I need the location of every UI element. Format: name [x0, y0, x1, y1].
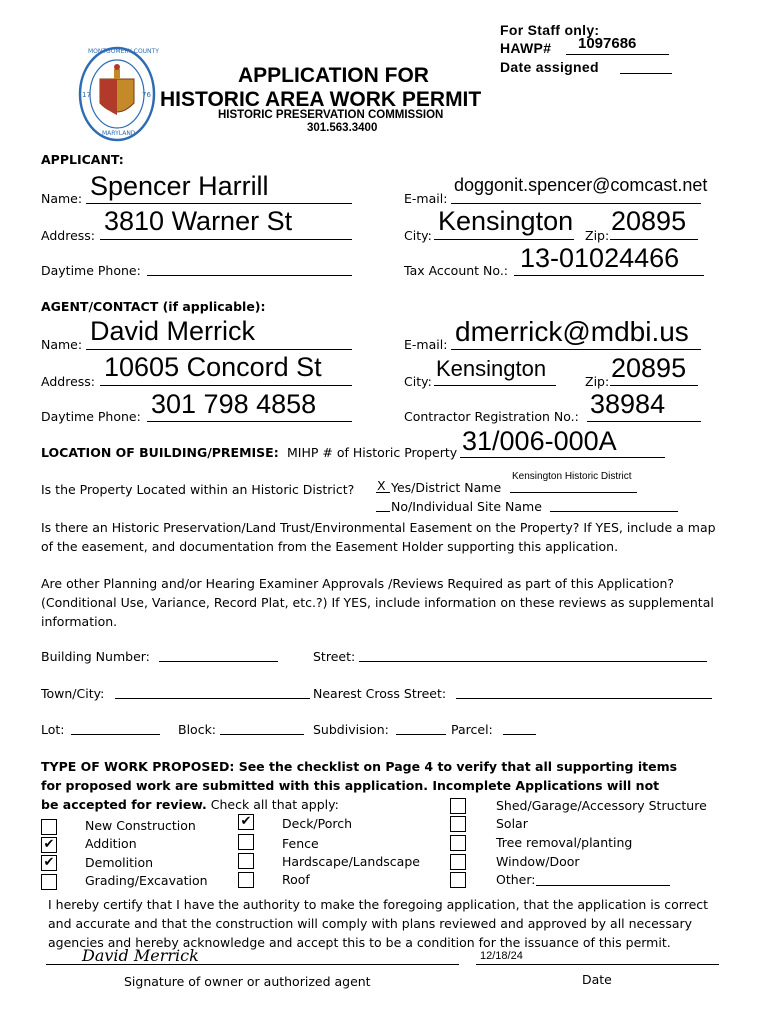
contractor-value[interactable]: 38984 [590, 389, 666, 419]
checkbox-hardscape[interactable] [238, 853, 254, 869]
parcel-line [503, 734, 536, 735]
seal-year-right: 76 [142, 91, 151, 99]
lot-label: Lot: [41, 722, 65, 737]
signature-value[interactable]: David Merrick [82, 946, 199, 965]
date-line [476, 964, 719, 965]
block-label: Block: [178, 722, 217, 737]
agent-heading: AGENT/CONTACT (if applicable): [41, 299, 266, 314]
agent-name-value[interactable]: David Merrick [90, 316, 256, 346]
applicant-email-value[interactable]: doggonit.spencer@comcast.net [454, 175, 708, 195]
label-fence: Fence [282, 836, 319, 851]
town-line [115, 698, 310, 699]
easement-question: Is there an Historic Preservation/Land Trust/Environmental Easement on the Property? If YES, include a map of the easement, and documentation from the Easement Holder supporting this application. [41, 520, 716, 554]
approvals-question: Are other Planning and/or Hearing Examiner Approvals /Reviews Required as part of this Application? (Conditional Use, Variance, Record Plat, etc.?) If YES, include information on these reviews as supplemental information. [41, 576, 714, 629]
district-yes-blank [376, 492, 390, 493]
parcel-label: Parcel: [451, 722, 493, 737]
site-name-line [550, 511, 678, 512]
district-name-value[interactable]: Kensington Historic District [512, 471, 632, 482]
applicant-name-line [86, 203, 352, 204]
title-line-2: HISTORIC AREA WORK PERMIT [160, 88, 482, 111]
mihp-value[interactable]: 31/006-000A [462, 426, 617, 456]
applicant-address-label: Address: [41, 228, 95, 243]
district-name-line [510, 492, 637, 493]
signature-line [46, 964, 459, 965]
subdivision-label: Subdivision: [313, 722, 389, 737]
agent-phone-label: Daytime Phone: [41, 409, 141, 424]
agent-name-label: Name: [41, 337, 83, 352]
applicant-address-line [100, 239, 352, 240]
applicant-name-value[interactable]: Spencer Harrill [90, 171, 269, 201]
agent-name-line [86, 349, 352, 350]
work-heading-line-1: TYPE OF WORK PROPOSED: See the checklist on Page 4 to verify that all supporting items [41, 759, 678, 774]
building-number-line [159, 661, 278, 662]
applicant-address-value[interactable]: 3810 Warner St [104, 206, 293, 236]
label-other: Other: [496, 872, 536, 887]
checkbox-deck-porch[interactable]: ✔ [238, 814, 254, 830]
hawp-line [566, 54, 669, 55]
agent-zip-label: Zip: [585, 374, 610, 389]
contractor-line [587, 421, 701, 422]
subdivision-line [396, 734, 446, 735]
staff-only-label: For Staff only: [500, 22, 600, 38]
block-line [220, 734, 304, 735]
applicant-email-label: E-mail: [404, 191, 448, 206]
district-yes-label: Yes/District Name [391, 480, 502, 495]
applicant-city-line [434, 239, 574, 240]
label-solar: Solar [496, 816, 528, 831]
checkbox-other[interactable] [450, 872, 466, 888]
work-heading-line-3 [41, 797, 339, 812]
agent-city-label: City: [404, 374, 432, 389]
lot-line [71, 734, 160, 735]
applicant-zip-line [610, 239, 698, 240]
hawp-label: HAWP# [500, 40, 552, 56]
commission-name: HISTORIC PRESERVATION COMMISSION [218, 109, 444, 121]
agent-city-value[interactable]: Kensington [436, 356, 547, 381]
applicant-phone-label: Daytime Phone: [41, 263, 141, 278]
label-demolition: Demolition [85, 855, 154, 870]
checkbox-grading[interactable] [41, 874, 57, 890]
district-no-blank [376, 511, 390, 512]
date-label: Date [582, 972, 612, 987]
certification-text: I hereby certify that I have the authority to make the foregoing application, that the application is correct and accurate and that the construction will comply with plans reviewed and approved by all necessary agencies and hereby acknowledge and accept this to be a condition for the issuance of this permit. [48, 897, 709, 950]
district-no-label: No/Individual Site Name [391, 499, 542, 514]
mihp-label: MIHP # of Historic Property [287, 445, 458, 460]
agent-city-line [434, 385, 556, 386]
other-line [536, 885, 670, 886]
agent-zip-line [610, 385, 698, 386]
label-grading: Grading/Excavation [85, 873, 208, 888]
applicant-city-label: City: [404, 228, 432, 243]
agent-email-label: E-mail: [404, 337, 448, 352]
mihp-line [460, 457, 665, 458]
label-roof: Roof [282, 872, 310, 887]
applicant-tax-label: Tax Account No.: [404, 263, 509, 278]
applicant-zip-value[interactable]: 20895 [611, 206, 687, 236]
agent-email-value[interactable]: dmerrick@mdbi.us [455, 316, 689, 347]
checkbox-tree[interactable] [450, 835, 466, 851]
checkbox-solar[interactable] [450, 816, 466, 832]
work-heading-line-2: for proposed work are submitted with this application. Incomplete Applications will not [41, 778, 660, 793]
seal-text-top: MONTGOMERY COUNTY [88, 48, 159, 55]
agent-phone-line [147, 421, 352, 422]
label-shed: Shed/Garage/Accessory Structure [496, 798, 707, 813]
applicant-zip-label: Zip: [585, 228, 610, 243]
applicant-email-line [451, 203, 701, 204]
street-line [359, 661, 707, 662]
work-heading-rest: Check all that apply: [206, 797, 339, 812]
checkbox-window-door[interactable] [450, 854, 466, 870]
checkbox-demolition[interactable]: ✔ [41, 855, 57, 871]
checkbox-new-construction[interactable] [41, 819, 57, 835]
hawp-number: 1097686 [578, 35, 637, 52]
date-assigned-label: Date assigned [500, 59, 599, 75]
district-question: Is the Property Located within an Historic District? [41, 482, 355, 497]
location-heading: LOCATION OF BUILDING/PREMISE: [41, 445, 279, 460]
label-deck-porch: Deck/Porch [282, 816, 353, 831]
work-heading-bold: be accepted for review. [41, 797, 207, 812]
signature-label: Signature of owner or authorized agent [124, 974, 371, 989]
building-number-label: Building Number: [41, 649, 150, 664]
agent-phone-value[interactable]: 301 798 4858 [151, 389, 317, 419]
commission-phone: 301.563.3400 [307, 122, 378, 134]
county-seal [78, 45, 159, 143]
agent-email-line [451, 349, 701, 350]
checkbox-shed[interactable] [450, 798, 466, 814]
label-tree: Tree removal/planting [496, 835, 633, 850]
title-line-1: APPLICATION FOR [238, 64, 429, 87]
agent-address-value[interactable]: 10605 Concord St [104, 352, 322, 382]
applicant-heading: APPLICANT: [41, 152, 124, 167]
applicant-tax-line [514, 275, 704, 276]
label-hardscape: Hardscape/Landscape [282, 854, 420, 869]
applicant-tax-value[interactable]: 13-01024466 [520, 243, 680, 273]
checkbox-roof[interactable] [238, 872, 254, 888]
applicant-name-label: Name: [41, 191, 83, 206]
cross-street-label: Nearest Cross Street: [313, 686, 447, 701]
date-value[interactable]: 12/18/24 [480, 950, 523, 962]
applicant-phone-line [147, 275, 352, 276]
agent-address-label: Address: [41, 374, 95, 389]
applicant-city-value[interactable]: Kensington [438, 206, 574, 236]
date-assigned-line [620, 73, 672, 74]
town-label: Town/City: [41, 686, 105, 701]
label-window-door: Window/Door [496, 854, 580, 869]
agent-address-line [100, 385, 352, 386]
label-addition: Addition [85, 836, 137, 851]
seal-year-left: 17 [82, 91, 91, 99]
street-label: Street: [313, 649, 356, 664]
label-new-construction: New Construction [85, 818, 196, 833]
contractor-label: Contractor Registration No.: [404, 409, 579, 424]
agent-zip-value[interactable]: 20895 [611, 353, 687, 383]
checkbox-fence[interactable] [238, 834, 254, 850]
seal-text-bottom: MARYLAND [102, 130, 136, 137]
district-yes-mark[interactable]: X [377, 478, 386, 493]
cross-street-line [456, 698, 712, 699]
checkbox-addition[interactable]: ✔ [41, 837, 57, 853]
